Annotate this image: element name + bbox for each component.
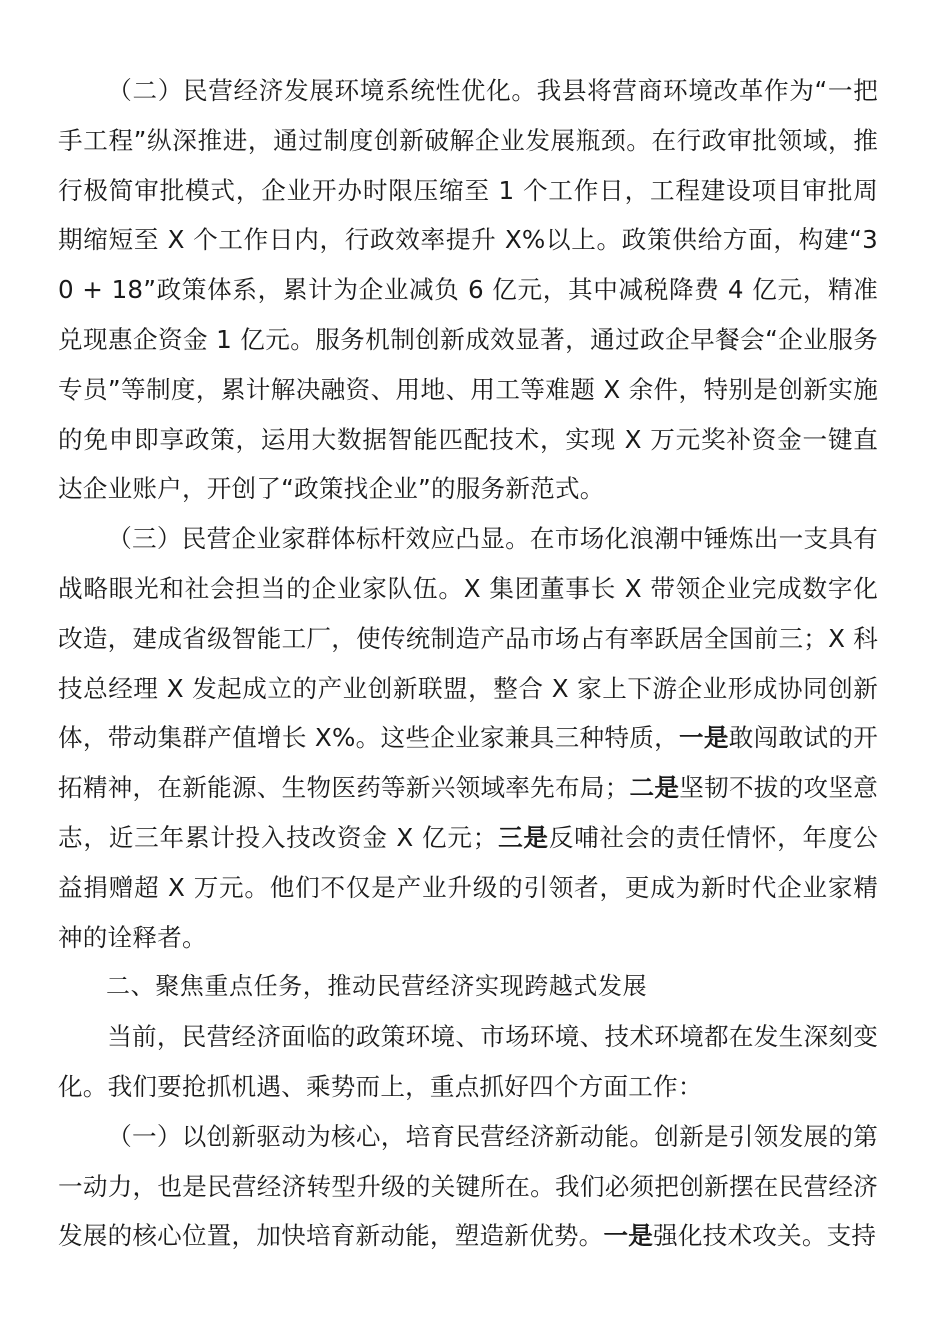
paragraph-entrepreneur-benchmark: [58, 514, 878, 962]
text-run: 反哺社会的责任情怀，年度公益捐赠超 X 万元。他们不仅是产业升级的引领者，更成为新时代企业家精神的诠释者。: [58, 822, 878, 952]
text-run: 坚韧不拔的攻坚意志，近三年累计投入技改资金 X 亿元；: [58, 773, 878, 852]
paragraph-intro: 当前，民营经济面临的政策环境、市场环境、技术环境都在发生深刻变化。我们要抢抓机遇、乘势而上，重点抓好四个方面工作：: [58, 1022, 878, 1101]
text-run: （三）民营企业家群体标杆效应凸显。在市场化浪潮中锤炼出一支具有战略眼光和社会担当的企业家队伍。X 集团董事长 X 带领企业完成数字化改造，建成省级智能工厂，使传统制造产品市场占有率跃居全国前三；X 科技总经理 X 发起成立的产业创新联盟，整合 X 家上下游企业形成协同创新体，带动集群产值增长 X%。这些企业家兼具三种特质，: [58, 524, 878, 753]
bold-marker-second: 二是: [629, 773, 680, 803]
section-heading: 二、聚焦重点任务，推动民营经济实现跨越式发展: [106, 972, 648, 1001]
text-run: 敢闯敢试的开拓精神，在新能源、生物医药等新兴领域率先布局；: [58, 723, 878, 803]
bold-marker-first: 一是: [603, 1221, 654, 1251]
document-page: [58, 66, 878, 1261]
paragraph-innovation-driven: [58, 1112, 878, 1261]
bold-marker-first: 一是: [679, 723, 729, 753]
bold-marker-third: 三是: [497, 822, 549, 852]
text-run: （一）以创新驱动为核心，培育民营经济新动能。创新是引领发展的第一动力，也是民营经济转型升级的关键所在。我们必须把创新摆在民营经济发展的核心位置，加快培育新动能，塑造新优势。: [58, 1121, 878, 1251]
text-run: 强化技术攻关。支持: [653, 1221, 877, 1251]
paragraph-environment-optimization: （二）民营经济发展环境系统性优化。我县将营商环境改革作为“一把手工程”纵深推进，通过制度创新破解企业发展瓶颈。在行政审批领域，推行极简审批模式，企业开办时限压缩至 1 个工作日，工程建设项目审批周期缩短至 X 个工作日内，行政效率提升 X%以上。政策供给方面，构建“30 + 18”政策体系，累计为企业减负 6 亿元，其中减税降费 4 亿元，精准兑现惠企资金 1 亿元。服务机制创新成效显著，通过政企早餐会“企业服务专员”等制度，累计解决融资、用地、用工等难题 X 余件，特别是创新实施的免申即享政策，运用大数据智能匹配技术，实现 X 万元奖补资金一键直达企业账户，开创了“政策找企业”的服务新范式。: [58, 76, 878, 504]
